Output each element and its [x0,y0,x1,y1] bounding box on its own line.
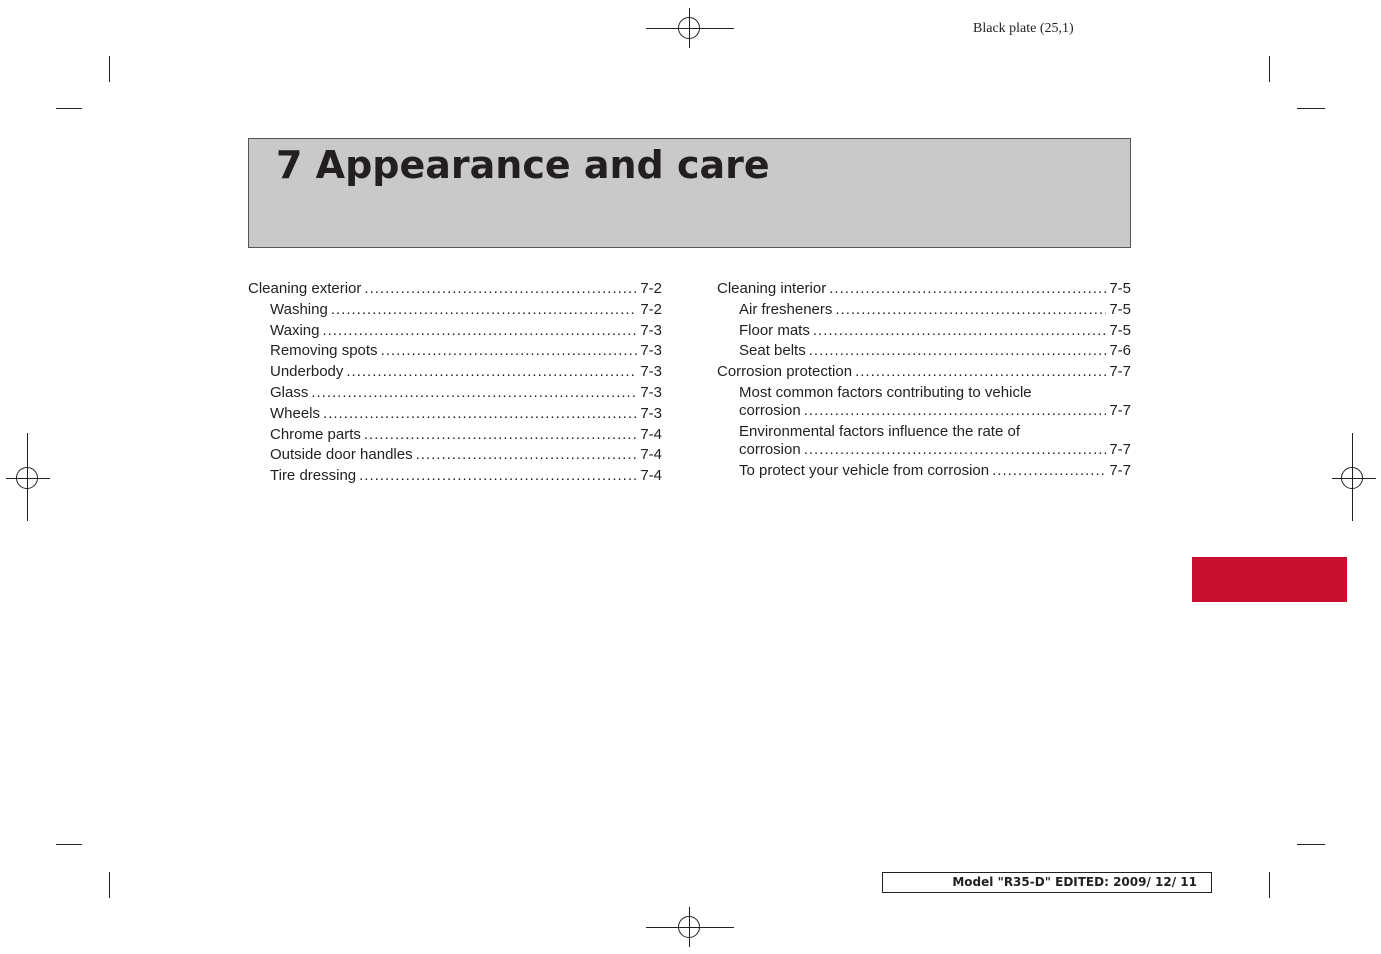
crop-mark [109,56,110,82]
dot-leader [364,425,637,446]
crop-mark [1297,844,1325,845]
toc-entry[interactable] [717,383,1131,422]
toc-entry-page: 7-7 [1109,461,1131,479]
toc-entry-label: Removing spots [270,342,378,360]
toc-entry[interactable] [248,466,662,487]
toc-entry[interactable] [717,300,1131,321]
chapter-tab-marker [1192,557,1347,602]
toc-entry-page: 7-3 [640,342,662,360]
edition-footer: Model "R35-D" EDITED: 2009/ 12/ 11 [882,872,1212,893]
toc-entry[interactable] [248,404,662,425]
toc-entry-label: Tire dressing [270,467,357,485]
toc-entry-label: corrosion [739,440,801,458]
crop-mark [1269,872,1270,898]
toc-entry[interactable] [717,341,1131,362]
toc-entry-page: 7-3 [640,363,662,381]
toc-entry[interactable] [717,461,1131,482]
dot-leader [804,402,1107,420]
toc-entry-label: Cleaning interior [717,280,827,297]
crop-mark [1269,56,1270,82]
dot-leader [359,466,637,487]
toc-entry-page: 7-3 [640,321,662,339]
dot-leader [804,441,1107,459]
toc-entry-label: Corrosion protection [717,363,853,381]
toc-entry[interactable] [248,383,662,404]
toc-entry-page: 7-4 [640,467,662,485]
toc-entry[interactable] [248,341,662,362]
chapter-title-box [248,138,1131,248]
dot-leader [331,300,638,321]
dot-leader [322,321,637,342]
dot-leader [809,341,1107,362]
toc-entry-page: 7-4 [640,446,662,464]
toc-entry-label: Washing [270,300,328,318]
toc-entry[interactable] [248,300,662,321]
toc-entry[interactable] [248,445,662,466]
toc-entry-label: Glass [270,383,309,401]
toc-right-column [717,279,1131,482]
chapter-title: 7 Appearance and care [276,143,770,187]
toc-entry[interactable] [717,362,1131,383]
toc-entry-page: 7-7 [1109,401,1131,419]
toc-entry-label: Environmental factors influence the rate of [739,422,1020,440]
dot-leader [381,341,638,362]
crop-mark [56,108,82,109]
toc-entry-label: To protect your vehicle from corrosion [739,461,990,479]
toc-entry-page: 7-2 [640,280,662,297]
toc-entry[interactable] [717,321,1131,342]
toc-entry[interactable] [248,321,662,342]
dot-leader [813,321,1106,342]
toc-entry-label: Waxing [270,321,320,339]
registration-circle [678,916,700,938]
toc-entry-label: Seat belts [739,342,806,360]
toc-entry-label: Outside door handles [270,446,413,464]
toc-entry-label: Air fresheners [739,300,833,318]
toc-entry-page: 7-2 [640,300,662,318]
registration-circle [1341,467,1363,489]
dot-leader [323,404,637,425]
toc-entry[interactable] [717,422,1131,461]
toc-entry[interactable] [717,279,1131,300]
plate-label: Black plate (25,1) [973,21,1074,36]
registration-circle [678,17,700,39]
toc-entry-label: corrosion [739,401,801,419]
toc-entry-page: 7-7 [1109,440,1131,458]
dot-leader [311,383,637,404]
toc-entry-label: Most common factors contributing to vehicle [739,383,1032,401]
dot-leader [829,279,1106,300]
toc-entry[interactable] [248,362,662,383]
dot-leader [855,362,1106,383]
toc-entry-page: 7-4 [640,425,662,443]
toc-entry-label: Wheels [270,404,321,422]
dot-leader [835,300,1106,321]
toc-entry-page: 7-3 [640,383,662,401]
registration-circle [16,467,38,489]
toc-entry-page: 7-6 [1109,342,1131,360]
toc-entry-page: 7-5 [1109,321,1131,339]
toc-entry-page: 7-5 [1109,300,1131,318]
crop-mark [56,844,82,845]
dot-leader [364,279,637,300]
toc-entry[interactable] [248,279,662,300]
dot-leader [416,445,638,466]
toc-entry-label: Chrome parts [270,425,361,443]
toc-entry[interactable] [248,425,662,446]
toc-left-column [248,279,662,487]
toc-entry-label: Cleaning exterior [248,280,362,297]
crop-mark [1297,108,1325,109]
toc-entry-page: 7-3 [640,404,662,422]
toc-entry-label: Floor mats [739,321,810,339]
toc-entry-label: Underbody [270,363,344,381]
toc-entry-page: 7-7 [1109,363,1131,381]
dot-leader [992,461,1106,482]
dot-leader [346,362,637,383]
crop-mark [109,872,110,898]
toc-entry-page: 7-5 [1109,280,1131,297]
